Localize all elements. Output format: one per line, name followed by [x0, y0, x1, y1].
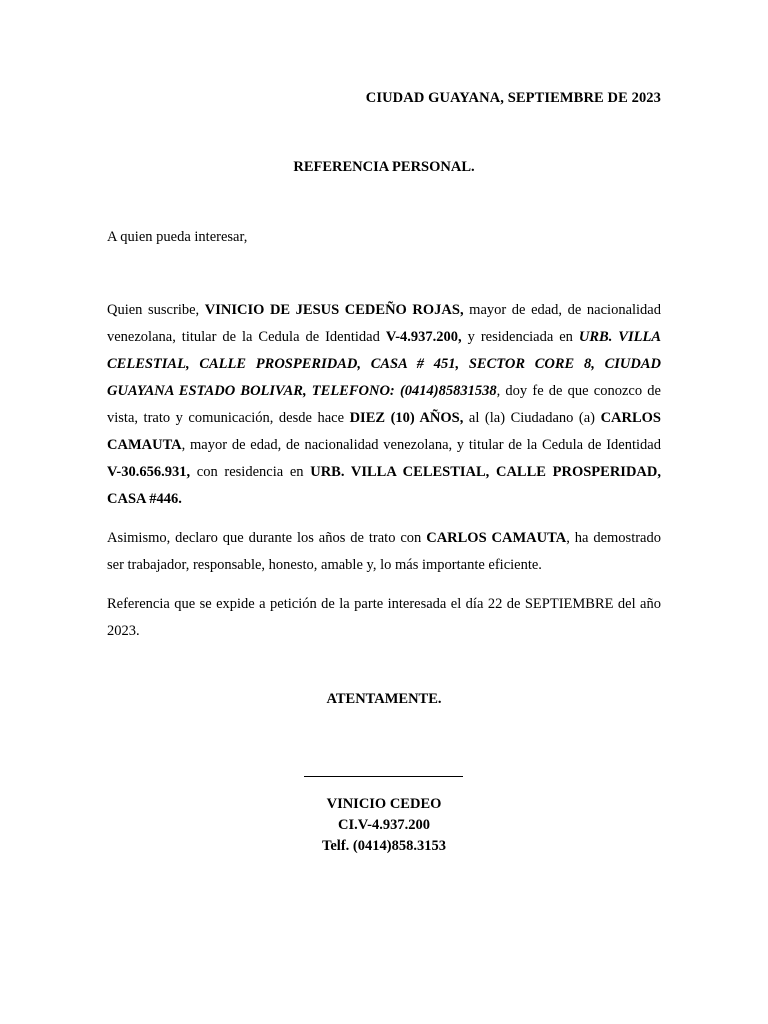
subject-name: CARLOS CAMAUTA [107, 410, 661, 453]
signer-address: URB. VILLA CELESTIAL, CALLE PROSPERIDAD, CASA # 451, SECTOR CORE 8, CIUDAD GUAYANA ESTADO BOLIVAR, TELEFONO: (0414)85831538 [107, 329, 661, 399]
text: al (la) Ciudadano (a) [463, 410, 601, 426]
years-known: DIEZ (10) AÑOS, [349, 410, 464, 426]
text: Quien suscribe, [107, 302, 205, 318]
document-body [107, 297, 661, 645]
signature-phone: Telf. (0414)858.3153 [322, 838, 446, 854]
signature-id: CI.V-4.937.200 [338, 817, 430, 833]
date-line: CIUDAD GUAYANA, SEPTIEMBRE DE 2023 [365, 90, 661, 106]
paragraph-reference-statement [107, 297, 661, 513]
text: con residencia en [190, 464, 311, 480]
signature-block [0, 794, 768, 857]
subject-id-number: V-30.656.931, [107, 464, 191, 480]
document-title: REFERENCIA PERSONAL. [293, 159, 475, 175]
paragraph-character [107, 525, 661, 579]
text: mayor de edad, de nacionalidad venezolana, titular de la Cedula de Identidad [107, 302, 661, 345]
signer-full-name: VINICIO DE JESUS CEDEÑO ROJAS, [204, 302, 464, 318]
text: , ha demostrado ser trabajador, responsable, honesto, amable y, lo más importante eficiente. [107, 530, 661, 573]
text: Asimismo, declaro que durante los años de trato con [107, 530, 427, 546]
signature-line [304, 776, 463, 777]
text: , doy fe de que conozco de vista, trato y comunicación, desde hace [107, 383, 661, 426]
text: y residenciada en [461, 329, 579, 345]
subject-address: URB. VILLA CELESTIAL, CALLE PROSPERIDAD, CASA #446. [107, 464, 661, 507]
text: , mayor de edad, de nacionalidad venezolana, y titular de la Cedula de Identidad [181, 437, 661, 453]
signature-name: VINICIO CEDEO [326, 796, 442, 812]
greeting: A quien pueda interesar, [107, 229, 248, 245]
paragraph-issuance: Referencia que se expide a petición de la parte interesada el día 22 de SEPTIEMBRE del año 2023. [107, 596, 661, 639]
signer-id-number: V-4.937.200, [385, 329, 462, 345]
closing: ATENTAMENTE. [326, 691, 442, 707]
subject-name: CARLOS CAMAUTA [426, 530, 567, 546]
